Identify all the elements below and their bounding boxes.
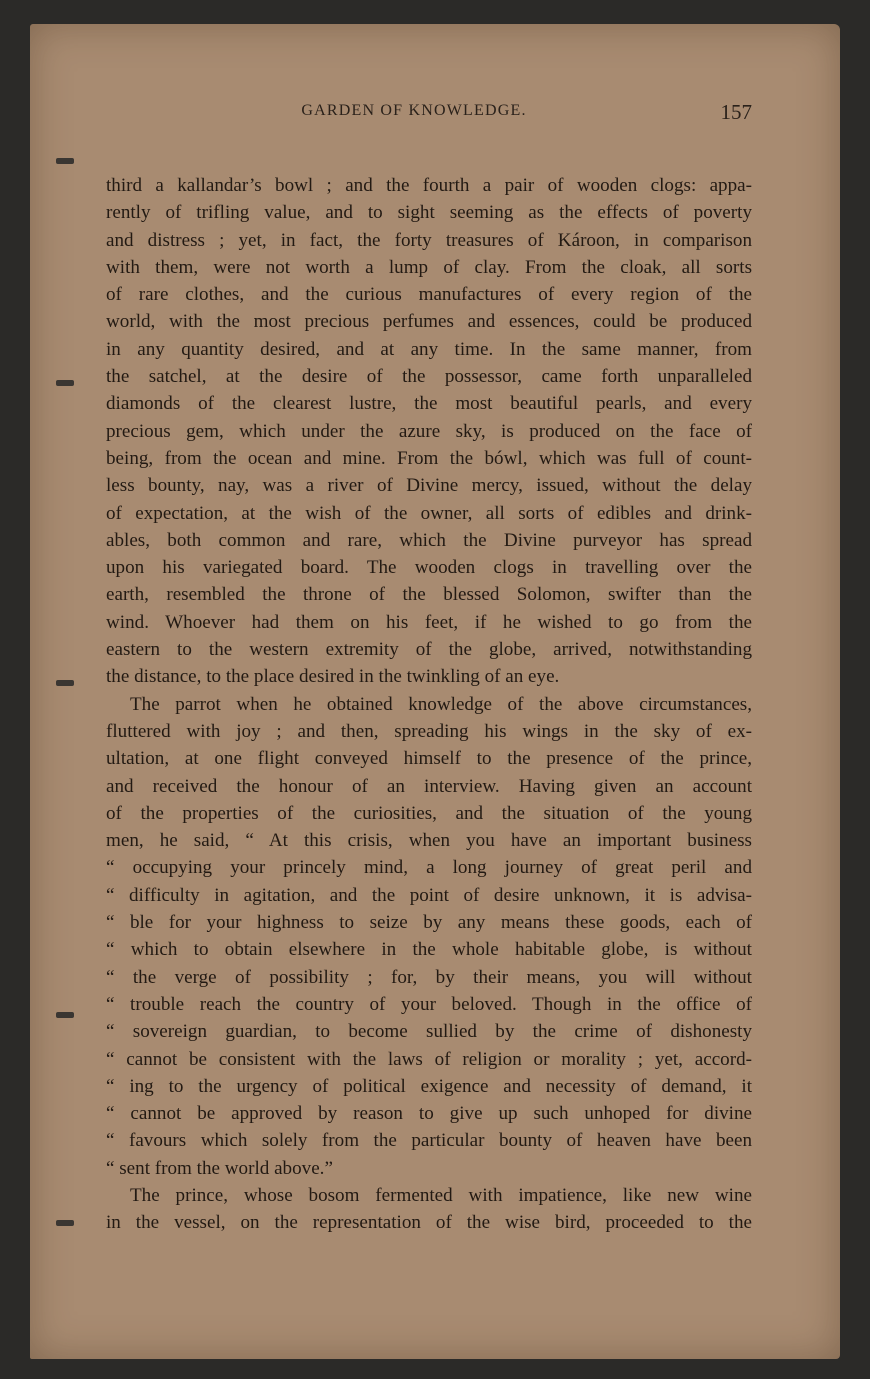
text-line: rently of trifling value, and to sight seeming as the effects of poverty [106,202,752,224]
binding-thread [56,1012,74,1018]
text-line: fluttered with joy ; and then, spreading his wings in the sky of ex- [106,720,752,742]
text-line: “ cannot be approved by reason to give up such unhoped for divine [106,1103,752,1125]
text-line: of rare clothes, and the curious manufactures of every region of the [106,284,752,306]
text-line: The parrot when he obtained knowledge of the above circumstances, [130,693,752,715]
text-line: “ difficulty in agitation, and the point of desire unknown, it is advisa- [106,884,752,906]
binding-thread [56,380,74,386]
binding-thread [56,680,74,686]
text-line: “ the verge of possibility ; for, by their means, you will without [106,966,752,988]
text-line: the distance, to the place desired in the twinkling of an eye. [106,666,560,688]
text-line: less bounty, nay, was a river of Divine mercy, issued, without the delay [106,475,752,497]
page-number: 157 [720,100,752,124]
text-line: in any quantity desired, and at any time. In the same manner, from [106,338,752,360]
text-line: precious gem, which under the azure sky, is produced on the face of [106,420,752,442]
text-line: the satchel, at the desire of the possessor, came forth unparalleled [106,366,752,388]
text-line: “ cannot be consistent with the laws of religion or morality ; yet, accord- [106,1048,752,1070]
text-line: “ trouble reach the country of your beloved. Though in the office of [106,993,752,1015]
text-line: “ sovereign guardian, to become sullied by the crime of dishonesty [106,1021,752,1043]
text-line: world, with the most precious perfumes and essences, could be produced [106,311,752,333]
text-line: “ favours which solely from the particular bounty of heaven have been [106,1130,752,1152]
text-line: and received the honour of an interview. Having given an account [106,775,752,797]
text-line: eastern to the western extremity of the globe, arrived, notwithstanding [106,639,752,661]
text-line: and distress ; yet, in fact, the forty treasures of Károon, in comparison [106,229,752,251]
text-line: The prince, whose bosom fermented with impatience, like new wine [130,1184,752,1206]
text-line: diamonds of the clearest lustre, the most beautiful pearls, and every [106,393,752,415]
text-line: “ ing to the urgency of political exigence and necessity of demand, it [106,1075,752,1097]
text-line: of the properties of the curiosities, and the situation of the young [106,802,752,824]
text-line: ultation, at one flight conveyed himself to the presence of the prince, [106,748,752,770]
binding-thread [56,1220,74,1226]
text-line: earth, resembled the throne of the blessed Solomon, swifter than the [106,584,752,606]
text-line: in the vessel, on the representation of the wise bird, proceeded to the [106,1212,752,1234]
page-header [76,100,752,130]
text-line: ables, both common and rare, which the Divine purveyor has spread [106,529,752,551]
text-line: upon his variegated board. The wooden clogs in travelling over the [106,557,752,579]
running-head: GARDEN OF KNOWLEDGE. [301,102,527,119]
text-line: with them, were not worth a lump of clay. From the cloak, all sorts [106,256,752,278]
text-line: being, from the ocean and mine. From the bówl, which was full of count- [106,447,752,469]
text-line: wind. Whoever had them on his feet, if he wished to go from the [106,611,752,633]
text-line: “ ble for your highness to seize by any means these goods, each of [106,912,752,934]
binding-thread [56,158,74,164]
text-line: “ which to obtain elsewhere in the whole habitable globe, is without [106,939,752,961]
text-line: “ sent from the world above.” [106,1157,333,1179]
text-line: third a kallandar’s bowl ; and the fourth a pair of wooden clogs: appa- [106,175,752,196]
text-line: “ occupying your princely mind, a long journey of great peril and [106,857,752,879]
text-line: men, he said, “ At this crisis, when you have an important business [106,830,752,852]
body-text [106,172,752,1237]
text-line: of expectation, at the wish of the owner, all sorts of edibles and drink- [106,502,752,524]
